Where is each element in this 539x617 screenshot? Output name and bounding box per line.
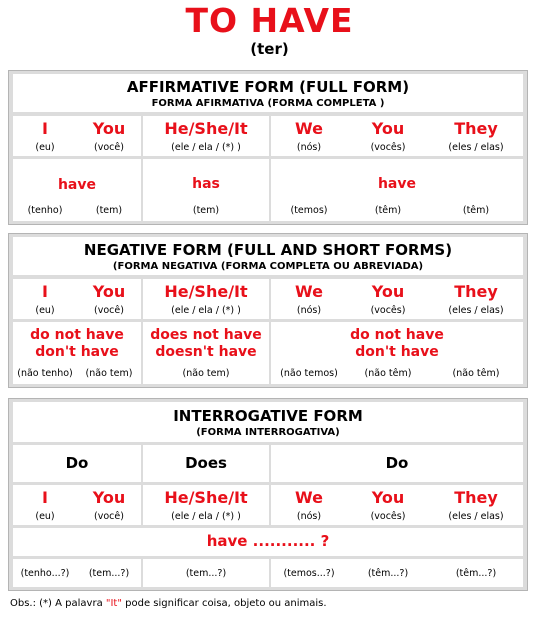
aux-does: Does (185, 454, 227, 472)
interrogative-section (8, 398, 528, 591)
affirmative-verb-cell-1 (13, 159, 141, 221)
negative-header (13, 237, 523, 275)
translation-voces: (vocês) (370, 142, 406, 153)
verb-translation-temos-q: (temos...?) (283, 568, 335, 579)
pronoun-i: I (42, 119, 48, 138)
translation-ele-ela: (ele / ela / (*) ) (171, 511, 241, 522)
pronoun-you-plural: You (371, 119, 405, 138)
interrogative-aux-cell-2 (143, 445, 269, 482)
verb-have: have (57, 177, 97, 193)
translation-ele-ela: (ele / ela / (*) ) (171, 142, 241, 153)
interrogative-trans-cell-2 (143, 559, 269, 587)
pronoun-they: They (454, 119, 498, 138)
translation-voce: (você) (94, 305, 124, 316)
negative-verb-cell-1 (13, 322, 141, 384)
translation-eu: (eu) (35, 142, 55, 153)
verb-has: has (192, 176, 220, 192)
verb-translation-nao-teem: (não têm) (364, 368, 412, 379)
page-title: TO HAVE (185, 1, 354, 40)
translation-voce: (você) (94, 511, 124, 522)
pronoun-you-plural: You (371, 488, 405, 507)
translation-nos: (nós) (296, 305, 322, 316)
negative-heading: NEGATIVE FORM (FULL AND SHORT FORMS) (83, 241, 453, 259)
verb-translation-tenho: (tenho) (27, 205, 63, 216)
translation-nos: (nós) (296, 511, 322, 522)
interrogative-pronoun-cell-2 (143, 485, 269, 525)
interrogative-aux-cell-3 (271, 445, 523, 482)
affirmative-header (13, 74, 523, 112)
affirmative-subheading: FORMA AFIRMATIVA (FORMA COMPLETA ) (151, 98, 385, 109)
pronoun-we: We (295, 488, 323, 507)
verb-translation-teem: (têm) (374, 205, 402, 216)
translation-voces: (vocês) (370, 511, 406, 522)
verb-translation-nao-tenho: (não tenho) (17, 368, 73, 379)
verb-translation-tem-3-q: (tem...?) (185, 568, 227, 579)
affirmative-pronoun-cell-1 (13, 116, 141, 156)
verb-translation-teem-they: (têm) (462, 205, 490, 216)
page-subtitle: (ter) (250, 40, 289, 58)
pronoun-you: You (92, 488, 126, 507)
negative-verb-cell-2 (143, 322, 269, 384)
footnote-prefix: Obs.: (*) A palavra (10, 598, 106, 609)
verb-translation-temos: (temos) (290, 205, 328, 216)
verb-dont-have: don't have (35, 344, 119, 360)
interrogative-verb-cell (13, 528, 523, 556)
translation-voce: (você) (94, 142, 124, 153)
verb-doesnt-have: doesn't have (155, 344, 257, 360)
translation-eles-elas: (eles / elas) (448, 305, 504, 316)
translation-ele-ela: (ele / ela / (*) ) (171, 305, 241, 316)
translation-voces: (vocês) (370, 305, 406, 316)
affirmative-pronoun-cell-2 (143, 116, 269, 156)
negative-pronoun-cell-1 (13, 279, 141, 319)
aux-do: Do (65, 454, 89, 472)
pronoun-we: We (295, 282, 323, 301)
affirmative-section (8, 70, 528, 225)
pronoun-he-she-it: He/She/It (164, 282, 248, 301)
pronoun-you: You (92, 119, 126, 138)
negative-pronoun-cell-3 (271, 279, 523, 319)
verb-have-plural: have (377, 176, 417, 192)
interrogative-pronoun-cell-3 (271, 485, 523, 525)
aux-do-plural: Do (385, 454, 409, 472)
pronoun-they: They (454, 282, 498, 301)
verb-translation-tenho-q: (tenho...?) (20, 568, 70, 579)
verb-translation-nao-teem-they: (não têm) (452, 368, 500, 379)
pronoun-we: We (295, 119, 323, 138)
footnote-suffix: pode significar coisa, objeto ou animais. (121, 598, 327, 609)
pronoun-i: I (42, 282, 48, 301)
verb-translation-nao-tem-3: (não tem) (182, 368, 230, 379)
pronoun-i: I (42, 488, 48, 507)
negative-subheading: (FORMA NEGATIVA (FORMA COMPLETA OU ABREVIADA) (112, 261, 424, 272)
pronoun-he-she-it: He/She/It (164, 119, 248, 138)
translation-nos: (nós) (296, 142, 322, 153)
footnote-highlight: "It" (105, 598, 122, 609)
interrogative-trans-cell-3 (271, 559, 523, 587)
verb-translation-teem-q: (têm...?) (367, 568, 409, 579)
pronoun-they: They (454, 488, 498, 507)
negative-verb-cell-3 (271, 322, 523, 384)
verb-have-question: have ........... ? (206, 532, 330, 550)
negative-pronoun-cell-2 (143, 279, 269, 319)
interrogative-header (13, 402, 523, 442)
interrogative-heading: INTERROGATIVE FORM (173, 407, 363, 425)
pronoun-he-she-it: He/She/It (164, 488, 248, 507)
interrogative-pronoun-cell-1 (13, 485, 141, 525)
verb-translation-tem-q: (tem...?) (88, 568, 130, 579)
translation-eles-elas: (eles / elas) (448, 142, 504, 153)
translation-eu: (eu) (35, 305, 55, 316)
affirmative-heading: AFFIRMATIVE FORM (FULL FORM) (126, 78, 410, 96)
affirmative-verb-cell-2 (143, 159, 269, 221)
affirmative-verb-cell-3 (271, 159, 523, 221)
verb-translation-tem: (tem) (95, 205, 123, 216)
verb-do-not-have: do not have (30, 327, 124, 343)
verb-translation-nao-temos: (não temos) (280, 368, 338, 379)
interrogative-aux-cell-1 (13, 445, 141, 482)
pronoun-you: You (92, 282, 126, 301)
verb-does-not-have: does not have (150, 327, 262, 343)
interrogative-subheading: (FORMA INTERROGATIVA) (196, 427, 340, 438)
verb-translation-tem-3: (tem) (192, 205, 220, 216)
verb-translation-nao-tem: (não tem) (85, 368, 133, 379)
negative-section (8, 233, 528, 388)
interrogative-trans-cell-1 (13, 559, 141, 587)
translation-eles-elas: (eles / elas) (448, 511, 504, 522)
translation-eu: (eu) (35, 511, 55, 522)
verb-translation-teem-they-q: (têm...?) (455, 568, 497, 579)
affirmative-pronoun-cell-3 (271, 116, 523, 156)
pronoun-you-plural: You (371, 282, 405, 301)
verb-do-not-have-plural: do not have (350, 327, 444, 343)
footnote (10, 598, 327, 609)
verb-dont-have-plural: don't have (355, 344, 439, 360)
